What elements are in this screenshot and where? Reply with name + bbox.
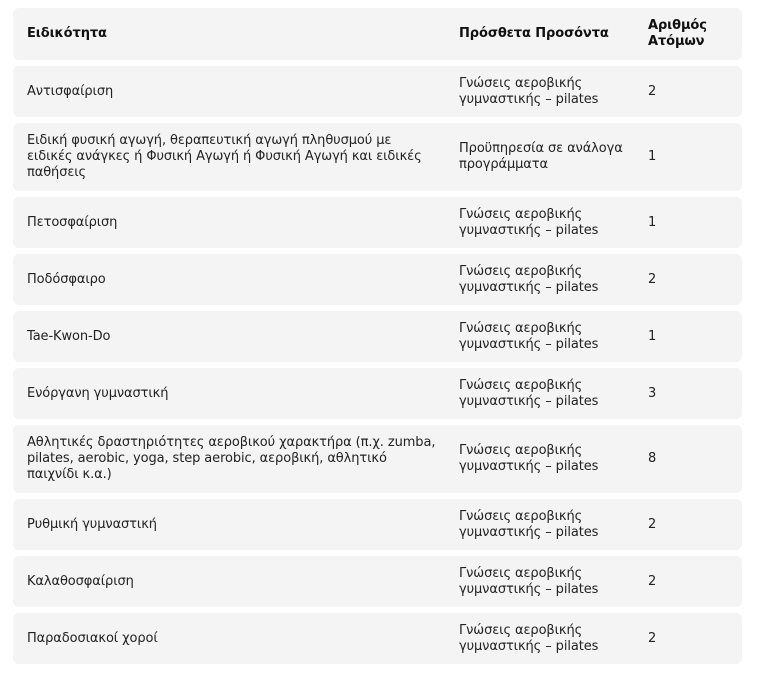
table-row	[13, 254, 742, 305]
cell-qualifications: Γνώσεις αεροβικής γυμναστικής – pilates	[459, 622, 599, 654]
header-count: Αριθμός Ατόμων	[648, 18, 707, 49]
cell-qualifications: Γνώσεις αεροβικής γυμναστικής – pilates	[459, 263, 599, 295]
table-row	[13, 197, 742, 248]
cell-qualifications: Γνώσεις αεροβικής γυμναστικής – pilates	[459, 443, 599, 474]
cell-count: 1	[648, 328, 657, 344]
cell-count: 1	[648, 214, 657, 230]
cell-specialty: Παραδοσιακοί χοροί	[27, 630, 158, 646]
cell-specialty: Ρυθμική γυμναστική	[27, 516, 157, 532]
cell-count: 3	[648, 385, 657, 401]
cell-count: 2	[648, 573, 657, 589]
table-row	[13, 613, 742, 664]
cell-count: 2	[648, 516, 657, 532]
header-specialty: Ειδικότητα	[27, 26, 107, 41]
table-row	[13, 556, 742, 607]
header-qualifications: Πρόσθετα Προσόντα	[459, 26, 609, 41]
cell-specialty: Πετοσφαίριση	[27, 214, 118, 230]
cell-count: 8	[648, 451, 657, 466]
cell-specialty: Ενόργανη γυμναστική	[27, 385, 169, 401]
cell-specialty: Καλαθοσφαίριση	[27, 573, 134, 589]
cell-qualifications: Προϋπηρεσία σε ανάλογα προγράμματα	[459, 141, 623, 172]
cell-count: 2	[648, 271, 657, 287]
cell-qualifications: Γνώσεις αεροβικής γυμναστικής – pilates	[459, 377, 599, 409]
table-row	[13, 425, 742, 493]
table-row	[13, 123, 742, 191]
cell-specialty: Ειδική φυσική αγωγή, θεραπευτική αγωγή πληθυσμού με ειδικές ανάγκες ή Φυσική Αγωγή ή Φυσική Αγωγή και ειδικές παθήσεις	[27, 133, 422, 180]
cell-count: 2	[648, 630, 657, 646]
cell-qualifications: Γνώσεις αεροβικής γυμναστικής – pilates	[459, 320, 599, 352]
cell-specialty: Αθλητικές δραστηριότητες αεροβικού χαρακτήρα (π.χ. zumba, pilates, aerobic, yoga, step aerobic, αεροβική, αθλητικό παιχνίδι κ.α.)	[27, 435, 436, 482]
table-row	[13, 368, 742, 419]
table-row	[13, 66, 742, 117]
cell-count: 1	[648, 149, 657, 164]
cell-qualifications: Γνώσεις αεροβικής γυμναστικής – pilates	[459, 75, 599, 107]
table-header-row	[13, 8, 742, 60]
table-row	[13, 311, 742, 362]
specialties-table	[13, 8, 742, 670]
cell-count: 2	[648, 83, 657, 99]
table-row	[13, 499, 742, 550]
cell-specialty: Αντισφαίριση	[27, 83, 114, 99]
cell-qualifications: Γνώσεις αεροβικής γυμναστικής – pilates	[459, 565, 599, 597]
cell-specialty: Tae-Kwon-Do	[27, 328, 111, 344]
cell-qualifications: Γνώσεις αεροβικής γυμναστικής – pilates	[459, 508, 599, 540]
cell-specialty: Ποδόσφαιρο	[27, 271, 106, 287]
cell-qualifications: Γνώσεις αεροβικής γυμναστικής – pilates	[459, 206, 599, 238]
